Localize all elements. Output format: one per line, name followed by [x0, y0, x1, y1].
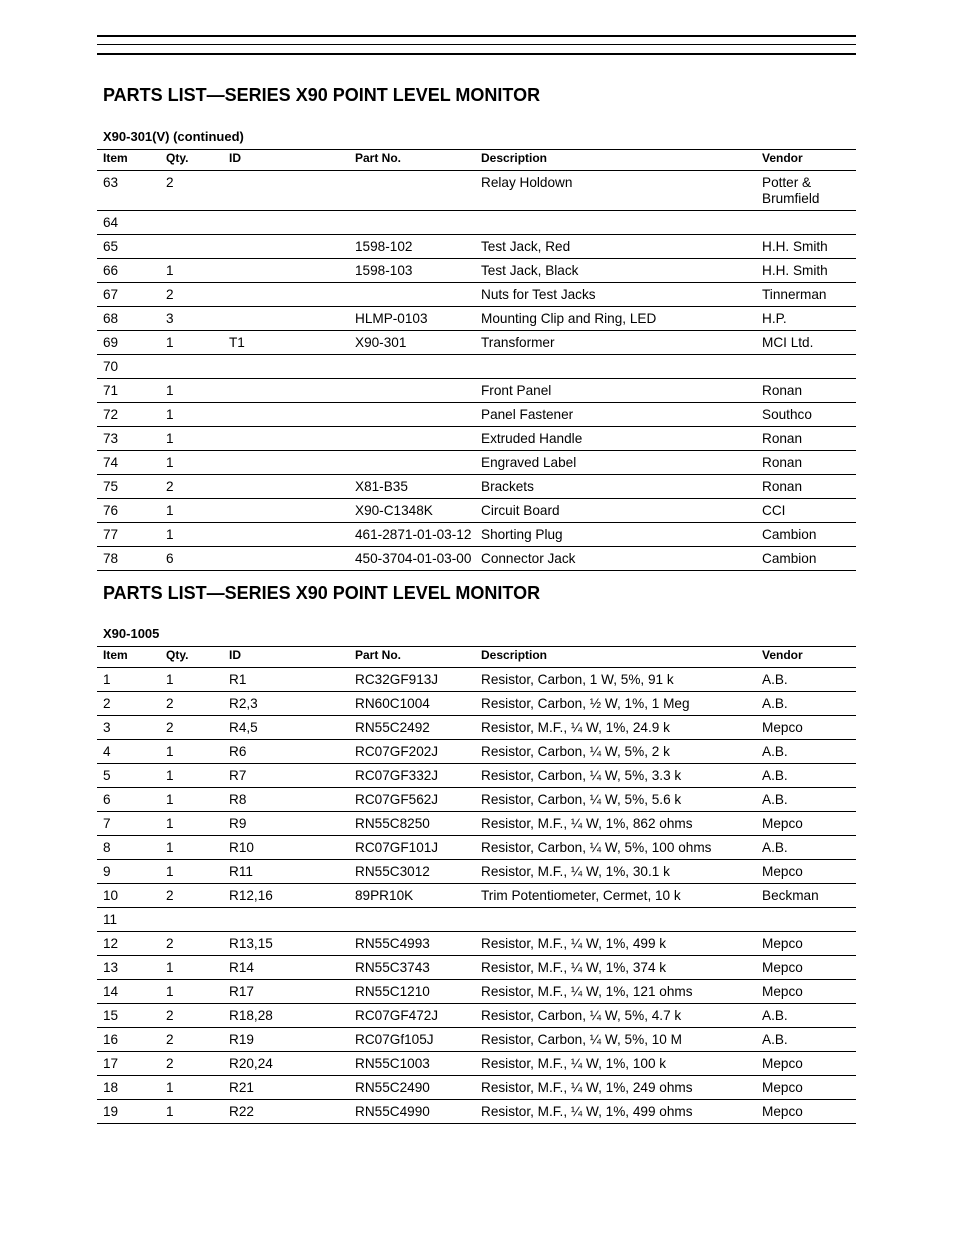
- table-cell: Panel Fastener: [475, 403, 756, 427]
- table-cell: R11: [223, 860, 349, 884]
- table-cell: [223, 211, 349, 235]
- table-cell: 1: [160, 788, 223, 812]
- table-cell: Ronan: [756, 451, 856, 475]
- table-row: [97, 171, 856, 211]
- table-cell: R2,3: [223, 692, 349, 716]
- table-cell: 66: [97, 259, 160, 283]
- table-row: [97, 307, 856, 331]
- table-cell: H.H. Smith: [756, 235, 856, 259]
- table-cell: 70: [97, 355, 160, 379]
- table-cell: RC07GF101J: [349, 836, 475, 860]
- table-row: [97, 812, 856, 836]
- header-rule-middle: [97, 44, 856, 45]
- table-cell: [349, 171, 475, 211]
- table-cell: Mepco: [756, 932, 856, 956]
- table-header-row: [97, 150, 856, 171]
- table-cell: R19: [223, 1028, 349, 1052]
- table-cell: [349, 355, 475, 379]
- table-cell: [475, 908, 756, 932]
- table-cell: 1: [160, 499, 223, 523]
- column-header: Part No.: [349, 647, 475, 668]
- parts-list-section-2: [97, 583, 856, 1124]
- table-cell: 2: [160, 1004, 223, 1028]
- table-cell: Ronan: [756, 427, 856, 451]
- table-cell: 1: [160, 812, 223, 836]
- table-row: [97, 259, 856, 283]
- table-cell: 450-3704-01-03-00: [349, 547, 475, 571]
- table-row: [97, 1076, 856, 1100]
- table-cell: R1: [223, 668, 349, 692]
- table-cell: Resistor, Carbon, ½ W, 1%, 1 Meg: [475, 692, 756, 716]
- table-cell: 63: [97, 171, 160, 211]
- table-cell: 1: [160, 956, 223, 980]
- table-cell: R17: [223, 980, 349, 1004]
- table-cell: Resistor, Carbon, ¼ W, 5%, 5.6 k: [475, 788, 756, 812]
- table-cell: Mepco: [756, 860, 856, 884]
- column-header: Qty.: [160, 150, 223, 171]
- table-cell: 72: [97, 403, 160, 427]
- table-row: [97, 836, 856, 860]
- table-cell: [223, 908, 349, 932]
- table-row: [97, 788, 856, 812]
- table-row: [97, 932, 856, 956]
- table-cell: 1: [160, 427, 223, 451]
- table-cell: 5: [97, 764, 160, 788]
- table-cell: [475, 211, 756, 235]
- table-cell: R14: [223, 956, 349, 980]
- table-cell: H.H. Smith: [756, 259, 856, 283]
- table-cell: Brackets: [475, 475, 756, 499]
- table-cell: T1: [223, 331, 349, 355]
- table-cell: 1598-102: [349, 235, 475, 259]
- table-cell: 1: [160, 451, 223, 475]
- table-row: [97, 451, 856, 475]
- table-row: [97, 523, 856, 547]
- table-cell: R18,28: [223, 1004, 349, 1028]
- table-body: [97, 171, 856, 571]
- table-cell: Resistor, Carbon, ¼ W, 5%, 10 M: [475, 1028, 756, 1052]
- table-cell: A.B.: [756, 668, 856, 692]
- table-cell: Resistor, M.F., ¼ W, 1%, 24.9 k: [475, 716, 756, 740]
- table-cell: 1: [160, 331, 223, 355]
- table-cell: RN55C4990: [349, 1100, 475, 1124]
- table-cell: R21: [223, 1076, 349, 1100]
- table-cell: 9: [97, 860, 160, 884]
- table-cell: [223, 475, 349, 499]
- table-cell: 2: [160, 171, 223, 211]
- table-row: [97, 283, 856, 307]
- table-cell: 1: [160, 980, 223, 1004]
- table-cell: [475, 355, 756, 379]
- table-cell: RC07GF562J: [349, 788, 475, 812]
- table-cell: [349, 379, 475, 403]
- table-cell: RC07Gf105J: [349, 1028, 475, 1052]
- table-cell: RN60C1004: [349, 692, 475, 716]
- table-cell: 4: [97, 740, 160, 764]
- table-cell: Connector Jack: [475, 547, 756, 571]
- table-cell: Resistor, M.F., ¼ W, 1%, 374 k: [475, 956, 756, 980]
- header-rule-top: [97, 35, 856, 37]
- table-cell: 12: [97, 932, 160, 956]
- table-cell: 71: [97, 379, 160, 403]
- parts-table: [97, 149, 856, 571]
- table-cell: [223, 283, 349, 307]
- table-cell: [223, 523, 349, 547]
- table-cell: Resistor, Carbon, ¼ W, 5%, 100 ohms: [475, 836, 756, 860]
- table-cell: [223, 499, 349, 523]
- table-cell: Ronan: [756, 379, 856, 403]
- table-row: [97, 547, 856, 571]
- table-cell: [160, 355, 223, 379]
- section-subtitle: X90-1005: [103, 626, 160, 641]
- table-cell: Cambion: [756, 547, 856, 571]
- table-cell: Resistor, M.F., ¼ W, 1%, 862 ohms: [475, 812, 756, 836]
- table-cell: 1: [160, 1100, 223, 1124]
- table-cell: Test Jack, Black: [475, 259, 756, 283]
- table-cell: RN55C3743: [349, 956, 475, 980]
- table-row: [97, 211, 856, 235]
- table-cell: [160, 908, 223, 932]
- header-rule-bottom: [97, 53, 856, 55]
- table-cell: Extruded Handle: [475, 427, 756, 451]
- column-header: Item: [97, 647, 160, 668]
- table-cell: R20,24: [223, 1052, 349, 1076]
- table-cell: 1: [160, 836, 223, 860]
- table-cell: Resistor, M.F., ¼ W, 1%, 249 ohms: [475, 1076, 756, 1100]
- table-cell: [756, 908, 856, 932]
- table-cell: 16: [97, 1028, 160, 1052]
- table-cell: RN55C8250: [349, 812, 475, 836]
- table-cell: 2: [160, 1052, 223, 1076]
- section-title: PARTS LIST—SERIES X90 POINT LEVEL MONITOR: [103, 85, 541, 105]
- table-cell: 11: [97, 908, 160, 932]
- table-row: [97, 668, 856, 692]
- table-cell: [223, 259, 349, 283]
- table-cell: 1: [160, 403, 223, 427]
- table-cell: 64: [97, 211, 160, 235]
- table-cell: R7: [223, 764, 349, 788]
- table-cell: Test Jack, Red: [475, 235, 756, 259]
- table-cell: 1: [160, 764, 223, 788]
- parts-list-section-1: [97, 85, 856, 571]
- table-cell: A.B.: [756, 764, 856, 788]
- table-cell: 17: [97, 1052, 160, 1076]
- table-row: [97, 884, 856, 908]
- table-cell: R12,16: [223, 884, 349, 908]
- table-cell: RN55C1003: [349, 1052, 475, 1076]
- table-cell: Mepco: [756, 956, 856, 980]
- table-row: [97, 860, 856, 884]
- section-title: PARTS LIST—SERIES X90 POINT LEVEL MONITOR: [103, 583, 541, 603]
- table-cell: 2: [160, 283, 223, 307]
- table-cell: 89PR10K: [349, 884, 475, 908]
- table-cell: [349, 283, 475, 307]
- table-cell: Mepco: [756, 980, 856, 1004]
- table-cell: 76: [97, 499, 160, 523]
- table-cell: 2: [160, 884, 223, 908]
- table-cell: R13,15: [223, 932, 349, 956]
- table-cell: RN55C3012: [349, 860, 475, 884]
- table-cell: [223, 235, 349, 259]
- table-cell: Resistor, M.F., ¼ W, 1%, 499 k: [475, 932, 756, 956]
- table-cell: [223, 355, 349, 379]
- table-cell: Relay Holdown: [475, 171, 756, 211]
- table-row: [97, 1052, 856, 1076]
- column-header: Vendor: [756, 150, 856, 171]
- table-cell: Mepco: [756, 1100, 856, 1124]
- table-cell: 1: [160, 860, 223, 884]
- table-row: [97, 980, 856, 1004]
- table-cell: 1598-103: [349, 259, 475, 283]
- table-cell: Cambion: [756, 523, 856, 547]
- table-cell: Mepco: [756, 812, 856, 836]
- table-row: [97, 331, 856, 355]
- table-cell: 2: [160, 716, 223, 740]
- column-header: Description: [475, 647, 756, 668]
- table-row: [97, 427, 856, 451]
- table-cell: Potter & Brumfield: [756, 171, 856, 211]
- table-cell: [349, 403, 475, 427]
- table-cell: 3: [160, 307, 223, 331]
- table-cell: RN55C4993: [349, 932, 475, 956]
- table-cell: [223, 451, 349, 475]
- table-cell: Mepco: [756, 1052, 856, 1076]
- table-cell: R8: [223, 788, 349, 812]
- table-cell: 77: [97, 523, 160, 547]
- table-cell: Resistor, Carbon, ¼ W, 5%, 2 k: [475, 740, 756, 764]
- table-cell: A.B.: [756, 740, 856, 764]
- table-cell: 1: [160, 379, 223, 403]
- column-header: Qty.: [160, 647, 223, 668]
- table-row: [97, 716, 856, 740]
- table-cell: [223, 427, 349, 451]
- table-cell: 18: [97, 1076, 160, 1100]
- table-row: [97, 764, 856, 788]
- table-cell: A.B.: [756, 788, 856, 812]
- table-cell: [756, 355, 856, 379]
- table-cell: A.B.: [756, 1028, 856, 1052]
- table-row: [97, 499, 856, 523]
- column-header: Item: [97, 150, 160, 171]
- table-cell: Engraved Label: [475, 451, 756, 475]
- table-cell: [349, 451, 475, 475]
- table-cell: Shorting Plug: [475, 523, 756, 547]
- table-cell: 19: [97, 1100, 160, 1124]
- table-row: [97, 403, 856, 427]
- parts-table: [97, 646, 856, 1124]
- table-cell: [223, 171, 349, 211]
- table-cell: Ronan: [756, 475, 856, 499]
- table-cell: RC07GF332J: [349, 764, 475, 788]
- table-cell: X90-C1348K: [349, 499, 475, 523]
- table-cell: 1: [160, 1076, 223, 1100]
- table-cell: 2: [160, 932, 223, 956]
- table-cell: Resistor, M.F., ¼ W, 1%, 499 ohms: [475, 1100, 756, 1124]
- table-cell: A.B.: [756, 1004, 856, 1028]
- table-cell: Mounting Clip and Ring, LED: [475, 307, 756, 331]
- table-cell: 3: [97, 716, 160, 740]
- table-cell: 14: [97, 980, 160, 1004]
- table-cell: [756, 211, 856, 235]
- column-header: Part No.: [349, 150, 475, 171]
- table-cell: R9: [223, 812, 349, 836]
- table-cell: RN55C1210: [349, 980, 475, 1004]
- table-row: [97, 908, 856, 932]
- table-cell: 2: [160, 692, 223, 716]
- table-cell: 2: [160, 475, 223, 499]
- table-cell: 2: [160, 1028, 223, 1052]
- table-row: [97, 1028, 856, 1052]
- table-cell: 67: [97, 283, 160, 307]
- table-cell: Circuit Board: [475, 499, 756, 523]
- table-cell: [160, 211, 223, 235]
- table-row: [97, 355, 856, 379]
- column-header: Description: [475, 150, 756, 171]
- table-cell: 7: [97, 812, 160, 836]
- table-cell: 1: [97, 668, 160, 692]
- table-cell: R22: [223, 1100, 349, 1124]
- table-header-row: [97, 647, 856, 668]
- table-cell: Beckman: [756, 884, 856, 908]
- table-cell: RC07GF472J: [349, 1004, 475, 1028]
- table-cell: Transformer: [475, 331, 756, 355]
- table-cell: H.P.: [756, 307, 856, 331]
- table-cell: 78: [97, 547, 160, 571]
- table-cell: Tinnerman: [756, 283, 856, 307]
- table-cell: 73: [97, 427, 160, 451]
- table-cell: A.B.: [756, 692, 856, 716]
- table-cell: Resistor, M.F., ¼ W, 1%, 100 k: [475, 1052, 756, 1076]
- table-cell: R4,5: [223, 716, 349, 740]
- table-cell: [223, 403, 349, 427]
- column-header: ID: [223, 647, 349, 668]
- section-subtitle: X90-301(V) (continued): [103, 129, 244, 144]
- table-cell: Resistor, Carbon, ¼ W, 5%, 4.7 k: [475, 1004, 756, 1028]
- table-cell: [160, 235, 223, 259]
- table-cell: RN55C2490: [349, 1076, 475, 1100]
- table-cell: 6: [97, 788, 160, 812]
- table-cell: Resistor, Carbon, ¼ W, 5%, 3.3 k: [475, 764, 756, 788]
- table-cell: 6: [160, 547, 223, 571]
- table-cell: 65: [97, 235, 160, 259]
- table-cell: 75: [97, 475, 160, 499]
- table-cell: Front Panel: [475, 379, 756, 403]
- table-row: [97, 379, 856, 403]
- table-cell: 69: [97, 331, 160, 355]
- table-row: [97, 1100, 856, 1124]
- table-cell: 461-2871-01-03-12: [349, 523, 475, 547]
- table-cell: [349, 427, 475, 451]
- table-cell: 2: [97, 692, 160, 716]
- table-cell: 1: [160, 523, 223, 547]
- table-cell: 10: [97, 884, 160, 908]
- table-cell: A.B.: [756, 836, 856, 860]
- table-cell: Southco: [756, 403, 856, 427]
- table-cell: RC32GF913J: [349, 668, 475, 692]
- table-cell: RC07GF202J: [349, 740, 475, 764]
- table-cell: 74: [97, 451, 160, 475]
- table-cell: 8: [97, 836, 160, 860]
- table-cell: Resistor, M.F., ¼ W, 1%, 121 ohms: [475, 980, 756, 1004]
- table-cell: [349, 908, 475, 932]
- table-cell: Trim Potentiometer, Cermet, 10 k: [475, 884, 756, 908]
- table-cell: 1: [160, 259, 223, 283]
- table-cell: [349, 211, 475, 235]
- table-cell: RN55C2492: [349, 716, 475, 740]
- table-row: [97, 956, 856, 980]
- table-row: [97, 1004, 856, 1028]
- table-cell: Mepco: [756, 716, 856, 740]
- table-cell: CCI: [756, 499, 856, 523]
- table-cell: Resistor, Carbon, 1 W, 5%, 91 k: [475, 668, 756, 692]
- column-header: ID: [223, 150, 349, 171]
- table-cell: Mepco: [756, 1076, 856, 1100]
- table-cell: 1: [160, 740, 223, 764]
- table-row: [97, 692, 856, 716]
- table-cell: MCI Ltd.: [756, 331, 856, 355]
- table-cell: Nuts for Test Jacks: [475, 283, 756, 307]
- table-cell: [223, 379, 349, 403]
- table-cell: 13: [97, 956, 160, 980]
- table-cell: [223, 547, 349, 571]
- table-row: [97, 475, 856, 499]
- table-row: [97, 740, 856, 764]
- table-row: [97, 235, 856, 259]
- table-cell: 15: [97, 1004, 160, 1028]
- column-header: Vendor: [756, 647, 856, 668]
- table-cell: 68: [97, 307, 160, 331]
- table-cell: [223, 307, 349, 331]
- table-cell: HLMP-0103: [349, 307, 475, 331]
- table-cell: X90-301: [349, 331, 475, 355]
- table-cell: X81-B35: [349, 475, 475, 499]
- table-cell: 1: [160, 668, 223, 692]
- table-body: [97, 668, 856, 1124]
- table-cell: Resistor, M.F., ¼ W, 1%, 30.1 k: [475, 860, 756, 884]
- table-cell: R6: [223, 740, 349, 764]
- table-cell: R10: [223, 836, 349, 860]
